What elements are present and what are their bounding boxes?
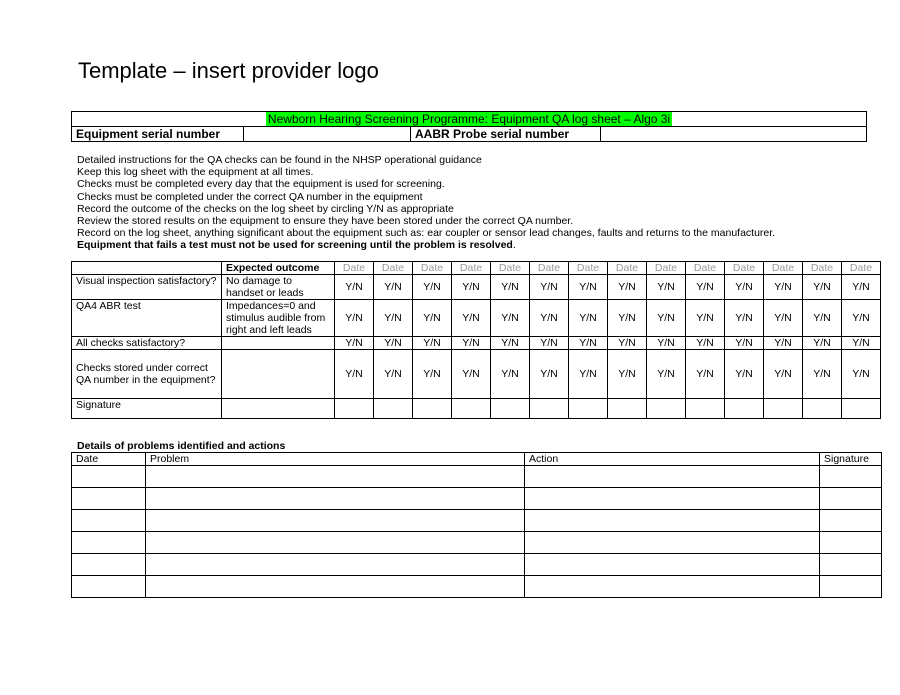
yn-cell[interactable]: Y/N [764,337,803,350]
check-header-blank [72,262,222,275]
table-row [72,510,882,532]
signature-field[interactable] [820,576,882,598]
check-label: All checks satisfactory? [72,337,222,350]
column-header-problem: Problem [146,453,525,466]
problem-field[interactable] [146,510,525,532]
yn-cell[interactable]: Y/N [842,337,881,350]
yn-cell[interactable]: Y/N [647,350,686,399]
date-field[interactable] [72,466,146,488]
date-cell[interactable]: Date [569,262,608,275]
yn-cell[interactable]: Y/N [335,350,374,399]
aabr-probe-serial-label: AABR Probe serial number [411,127,601,142]
signature-cell[interactable] [803,399,842,419]
date-cell[interactable]: Date [530,262,569,275]
yn-cell[interactable]: Y/N [569,350,608,399]
problem-field[interactable] [146,532,525,554]
yn-cell[interactable]: Y/N [530,350,569,399]
equipment-serial-label: Equipment serial number [72,127,244,142]
page-title: Template – insert provider logo [78,58,379,83]
column-header-action: Action [525,453,820,466]
action-field[interactable] [525,576,820,598]
yn-cell[interactable]: Y/N [491,350,530,399]
yn-cell[interactable]: Y/N [647,275,686,300]
instruction-line: Record the outcome of the checks on the log sheet by circling Y/N as appropriate [77,202,454,215]
header-table [71,111,867,142]
date-field[interactable] [72,554,146,576]
date-cell[interactable]: Date [335,262,374,275]
signature-cell[interactable] [725,399,764,419]
signature-cell[interactable] [335,399,374,419]
table-row [72,532,882,554]
yn-cell[interactable]: Y/N [608,300,647,337]
action-field[interactable] [525,488,820,510]
table-row [72,488,882,510]
signature-cell[interactable] [530,399,569,419]
yn-cell[interactable]: Y/N [413,350,452,399]
yn-cell[interactable]: Y/N [452,350,491,399]
signature-cell[interactable] [413,399,452,419]
aabr-probe-serial-field[interactable] [601,127,867,142]
yn-cell[interactable]: Y/N [608,275,647,300]
signature-cell[interactable] [491,399,530,419]
yn-cell[interactable]: Y/N [803,275,842,300]
yn-cell[interactable]: Y/N [686,337,725,350]
yn-cell[interactable]: Y/N [647,337,686,350]
yn-cell[interactable]: Y/N [530,337,569,350]
expected-outcome: Impedances=0 and stimulus audible from right and left leads [222,300,335,337]
date-field[interactable] [72,510,146,532]
signature-field[interactable] [820,510,882,532]
yn-cell[interactable]: Y/N [686,350,725,399]
date-cell[interactable]: Date [803,262,842,275]
table-row [72,300,881,337]
yn-cell[interactable]: Y/N [764,350,803,399]
checks-header-row [72,262,881,275]
date-cell[interactable]: Date [842,262,881,275]
instruction-line: Record on the log sheet, anything significant about the equipment such as: ear coupler or sensor lead changes, faults and returns to the manufacturer. [77,227,776,240]
yn-cell[interactable]: Y/N [842,275,881,300]
yn-cell[interactable]: Y/N [725,300,764,337]
date-field[interactable] [72,576,146,598]
action-field[interactable] [525,532,820,554]
table-row [72,554,882,576]
problems-section-title: Details of problems identified and actions [77,440,286,452]
yn-cell[interactable]: Y/N [335,300,374,337]
qa-checks-table [71,261,881,419]
yn-cell[interactable]: Y/N [569,337,608,350]
action-field[interactable] [525,466,820,488]
column-header-date: Date [72,453,146,466]
signature-cell[interactable] [569,399,608,419]
check-label: QA4 ABR test [72,300,222,337]
date-cell[interactable]: Date [647,262,686,275]
problem-field[interactable] [146,576,525,598]
yn-cell[interactable]: Y/N [842,350,881,399]
yn-cell[interactable]: Y/N [725,350,764,399]
yn-cell[interactable]: Y/N [569,300,608,337]
yn-cell[interactable]: Y/N [686,300,725,337]
date-cell[interactable]: Date [725,262,764,275]
check-label: Signature [72,399,222,419]
yn-cell[interactable]: Y/N [374,337,413,350]
yn-cell[interactable]: Y/N [452,300,491,337]
banner-cell [72,112,867,127]
expected-outcome-header: Expected outcome [222,262,335,275]
instruction-line: Review the stored results on the equipment to ensure they have been stored under the correct QA number. [77,215,574,228]
yn-cell[interactable]: Y/N [764,275,803,300]
table-row [72,337,881,350]
expected-outcome [222,350,335,399]
date-cell[interactable]: Date [764,262,803,275]
expected-outcome [222,399,335,419]
yn-cell[interactable]: Y/N [413,300,452,337]
table-row [72,275,881,300]
yn-cell[interactable]: Y/N [686,275,725,300]
problems-header-row [72,453,882,466]
signature-field[interactable] [820,532,882,554]
yn-cell[interactable]: Y/N [725,337,764,350]
date-cell[interactable]: Date [608,262,647,275]
table-row [72,466,882,488]
column-header-signature: Signature [820,453,882,466]
problems-table [71,452,882,598]
yn-cell[interactable]: Y/N [491,337,530,350]
instruction-warning: Equipment that fails a test must not be used for screening until the problem is resolved. [77,239,516,252]
problem-field[interactable] [146,488,525,510]
signature-cell[interactable] [764,399,803,419]
instruction-line: Checks must be completed every day that the equipment is used for screening. [77,178,445,191]
yn-cell[interactable]: Y/N [491,300,530,337]
yn-cell[interactable]: Y/N [530,300,569,337]
yn-cell[interactable]: Y/N [803,300,842,337]
signature-field[interactable] [820,554,882,576]
signature-cell[interactable] [686,399,725,419]
date-cell[interactable]: Date [374,262,413,275]
signature-cell[interactable] [452,399,491,419]
yn-cell[interactable]: Y/N [803,337,842,350]
table-row [72,399,881,419]
yn-cell[interactable]: Y/N [569,275,608,300]
instruction-line: Detailed instructions for the QA checks can be found in the NHSP operational guidance [77,154,482,166]
problem-field[interactable] [146,466,525,488]
yn-cell[interactable]: Y/N [452,275,491,300]
date-field[interactable] [72,488,146,510]
yn-cell[interactable]: Y/N [335,275,374,300]
yn-cell[interactable]: Y/N [530,275,569,300]
yn-cell[interactable]: Y/N [803,350,842,399]
banner-title: Newborn Hearing Screening Programme: Equipment QA log sheet – Algo 3i [267,112,671,126]
signature-cell[interactable] [374,399,413,419]
yn-cell[interactable]: Y/N [374,350,413,399]
yn-cell[interactable]: Y/N [491,275,530,300]
instruction-line: Keep this log sheet with the equipment at all times. [77,166,314,179]
yn-cell[interactable]: Y/N [452,337,491,350]
table-row [72,576,882,598]
signature-cell[interactable] [608,399,647,419]
yn-cell[interactable]: Y/N [608,337,647,350]
yn-cell[interactable]: Y/N [647,300,686,337]
yn-cell[interactable]: Y/N [374,275,413,300]
date-cell[interactable]: Date [491,262,530,275]
problem-field[interactable] [146,554,525,576]
signature-field[interactable] [820,466,882,488]
action-field[interactable] [525,510,820,532]
date-cell[interactable]: Date [686,262,725,275]
expected-outcome: No damage to handset or leads [222,275,335,300]
yn-cell[interactable]: Y/N [725,275,764,300]
table-row [72,350,881,399]
signature-cell[interactable] [647,399,686,419]
instructions [77,154,877,252]
instruction-line: Checks must be completed under the correct QA number in the equipment [77,190,423,203]
yn-cell[interactable]: Y/N [335,337,374,350]
yn-cell[interactable]: Y/N [413,275,452,300]
yn-cell[interactable]: Y/N [842,300,881,337]
yn-cell[interactable]: Y/N [608,350,647,399]
expected-outcome [222,337,335,350]
check-label: Checks stored under correct QA number in the equipment? [72,350,222,399]
signature-cell[interactable] [842,399,881,419]
yn-cell[interactable]: Y/N [374,300,413,337]
date-cell[interactable]: Date [452,262,491,275]
date-field[interactable] [72,532,146,554]
action-field[interactable] [525,554,820,576]
check-label: Visual inspection satisfactory? [72,275,222,300]
signature-field[interactable] [820,488,882,510]
yn-cell[interactable]: Y/N [413,337,452,350]
equipment-serial-field[interactable] [244,127,411,142]
date-cell[interactable]: Date [413,262,452,275]
yn-cell[interactable]: Y/N [764,300,803,337]
